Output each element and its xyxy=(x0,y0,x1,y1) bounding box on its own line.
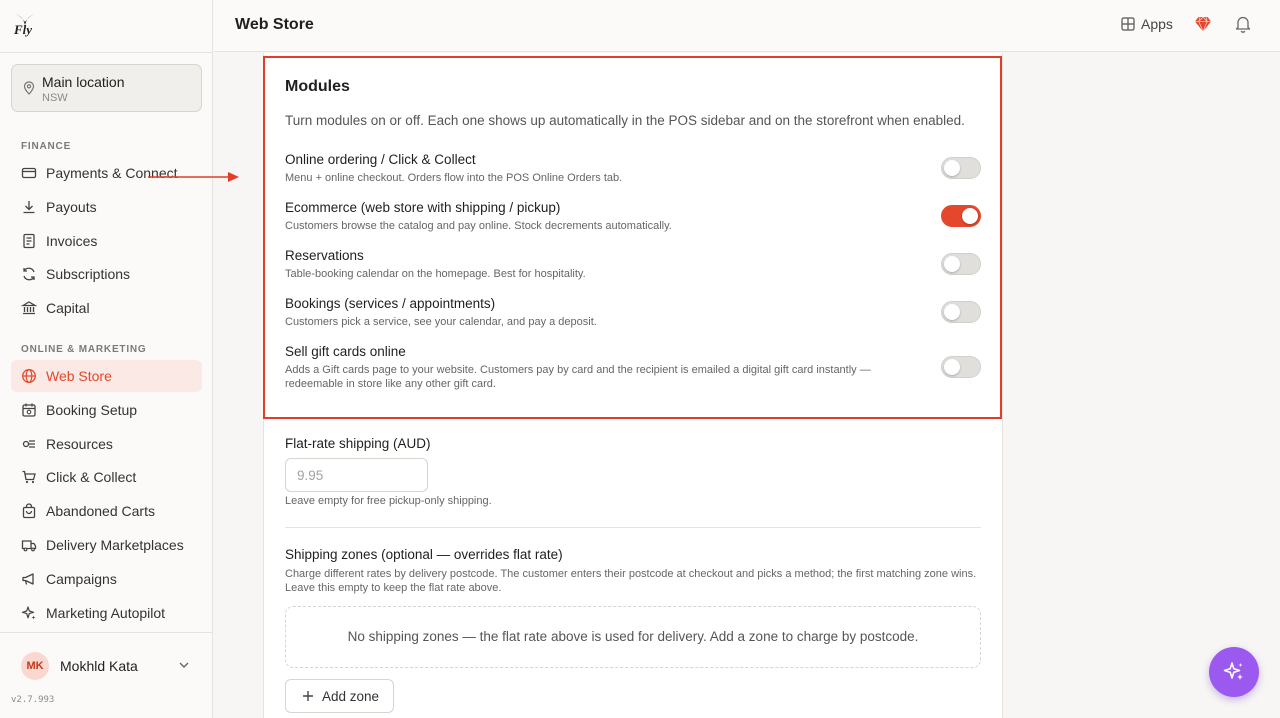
module-description: Customers pick a service, see your calendar, and pay a deposit. xyxy=(285,316,597,328)
module-title: Ecommerce (web store with shipping / pickup) xyxy=(285,200,561,215)
module-description: Customers browse the catalog and pay online. Stock decrements automatically. xyxy=(285,220,672,232)
flat-rate-input[interactable] xyxy=(285,458,428,492)
sidebar-item-label: Campaigns xyxy=(46,571,117,587)
top-header xyxy=(214,0,1280,52)
sidebar-item-campaigns[interactable] xyxy=(11,563,202,595)
module-toggle-ecommerce[interactable] xyxy=(941,205,981,227)
credit-card-icon xyxy=(21,165,37,181)
shipping-zones-description: Charge different rates by delivery postcode. The customer enters their postcode at checkout and picks a method; the first matching zone wins. Leave this empty to keep the flat rate above. xyxy=(285,568,977,594)
sidebar-item-label: Payouts xyxy=(46,199,97,215)
module-title: Sell gift cards online xyxy=(285,344,406,359)
plus-icon xyxy=(302,690,314,702)
user-name[interactable]: Mokhld Kata xyxy=(60,658,138,674)
sidebar-item-subscriptions[interactable] xyxy=(11,258,202,290)
sidebar-item-web-store[interactable] xyxy=(11,360,202,392)
module-title: Online ordering / Click & Collect xyxy=(285,152,476,167)
module-toggle-online-ordering[interactable] xyxy=(941,157,981,179)
module-title: Bookings (services / appointments) xyxy=(285,296,496,311)
refresh-icon xyxy=(21,266,37,282)
chevron-down-icon[interactable] xyxy=(178,661,190,669)
location-name: Main location xyxy=(42,74,125,90)
avatar[interactable]: MK xyxy=(21,652,49,680)
apps-button-label: Apps xyxy=(1141,16,1173,32)
sidebar-item-label: Payments & Connect xyxy=(46,165,178,181)
add-zone-label: Add zone xyxy=(322,689,380,704)
sidebar-item-label: Click & Collect xyxy=(46,469,137,485)
toggle-knob xyxy=(944,359,960,375)
section-label-online-marketing: ONLINE & MARKETING xyxy=(21,344,147,355)
sidebar-item-label: Abandoned Carts xyxy=(46,503,155,519)
module-toggle-bookings[interactable] xyxy=(941,301,981,323)
sidebar-divider xyxy=(0,52,213,53)
page-title: Web Store xyxy=(235,16,314,33)
truck-icon xyxy=(21,537,37,553)
sidebar-item-label: Marketing Autopilot xyxy=(46,605,166,621)
annotation-arrow xyxy=(148,171,240,183)
section-divider xyxy=(285,527,981,528)
module-title: Reservations xyxy=(285,248,364,263)
sidebar-item-capital[interactable] xyxy=(11,292,202,324)
sidebar-item-label: Subscriptions xyxy=(46,266,131,282)
megaphone-icon xyxy=(21,571,37,587)
toggle-knob xyxy=(944,304,960,320)
sidebar-bottom-divider xyxy=(0,632,213,633)
logo-text: Fly xyxy=(14,22,33,37)
app-version: v2.7.993 xyxy=(11,695,55,705)
download-icon xyxy=(21,199,37,215)
modules-title: Modules xyxy=(285,78,350,95)
location-switcher[interactable] xyxy=(11,64,202,112)
sidebar-item-delivery-marketplaces[interactable] xyxy=(11,529,202,561)
module-toggle-gift-cards[interactable] xyxy=(941,356,981,378)
location-region: NSW xyxy=(42,92,68,104)
sidebar-item-marketing-autopilot[interactable] xyxy=(11,597,202,629)
grid-icon xyxy=(1121,17,1135,31)
ai-assistant-button[interactable] xyxy=(1209,647,1259,697)
add-zone-button[interactable] xyxy=(285,679,394,713)
sidebar-item-label: Web Store xyxy=(46,368,112,384)
globe-icon xyxy=(21,368,37,384)
gem-icon[interactable] xyxy=(1194,15,1212,33)
apps-button[interactable] xyxy=(1120,14,1176,36)
resources-icon xyxy=(21,436,37,452)
sidebar-item-label: Booking Setup xyxy=(46,402,138,418)
sidebar-item-resources[interactable] xyxy=(11,428,202,460)
sparkle-icon xyxy=(1222,660,1246,684)
cart-icon xyxy=(21,469,37,485)
section-label-finance: FINANCE xyxy=(21,141,72,152)
sidebar-item-label: Capital xyxy=(46,300,90,316)
sparkle-icon xyxy=(21,605,37,621)
module-description: Table-booking calendar on the homepage. Best for hospitality. xyxy=(285,268,586,280)
bell-icon[interactable] xyxy=(1234,14,1252,34)
flat-rate-hint: Leave empty for free pickup-only shipping. xyxy=(285,495,492,507)
sidebar-item-label: Invoices xyxy=(46,233,98,249)
flat-rate-label: Flat-rate shipping (AUD) xyxy=(285,436,431,451)
sidebar-item-abandoned-carts[interactable] xyxy=(11,495,202,527)
sidebar-item-label: Resources xyxy=(46,436,113,452)
toggle-knob xyxy=(962,208,978,224)
sidebar-item-booking-setup[interactable] xyxy=(11,394,202,426)
shipping-zones-title: Shipping zones (optional — overrides flat rate) xyxy=(285,547,563,562)
document-icon xyxy=(21,233,37,249)
sidebar-item-payouts[interactable] xyxy=(11,191,202,223)
module-description: Menu + online checkout. Orders flow into the POS Online Orders tab. xyxy=(285,172,623,184)
toggle-knob xyxy=(944,160,960,176)
sidebar-item-invoices[interactable] xyxy=(11,225,202,257)
modules-description: Turn modules on or off. Each one shows up automatically in the POS sidebar and on the storefront when enabled. xyxy=(285,113,965,128)
bank-icon xyxy=(21,300,37,316)
bag-icon xyxy=(21,503,37,519)
sidebar-item-label: Delivery Marketplaces xyxy=(46,537,184,553)
module-description: Adds a Gift cards page to your website. Customers pay by card and the recipient is emailed a digital gift card instantly — redeemable in store like any other gift card. xyxy=(285,364,871,390)
toggle-knob xyxy=(944,256,960,272)
sidebar-item-click-collect[interactable] xyxy=(11,461,202,493)
calendar-icon xyxy=(21,402,37,418)
sidebar xyxy=(0,0,213,718)
shipping-zones-empty-state: No shipping zones — the flat rate above is used for delivery. Add a zone to charge by postcode. xyxy=(285,606,981,668)
module-toggle-reservations[interactable] xyxy=(941,253,981,275)
map-pin-icon xyxy=(23,81,35,95)
